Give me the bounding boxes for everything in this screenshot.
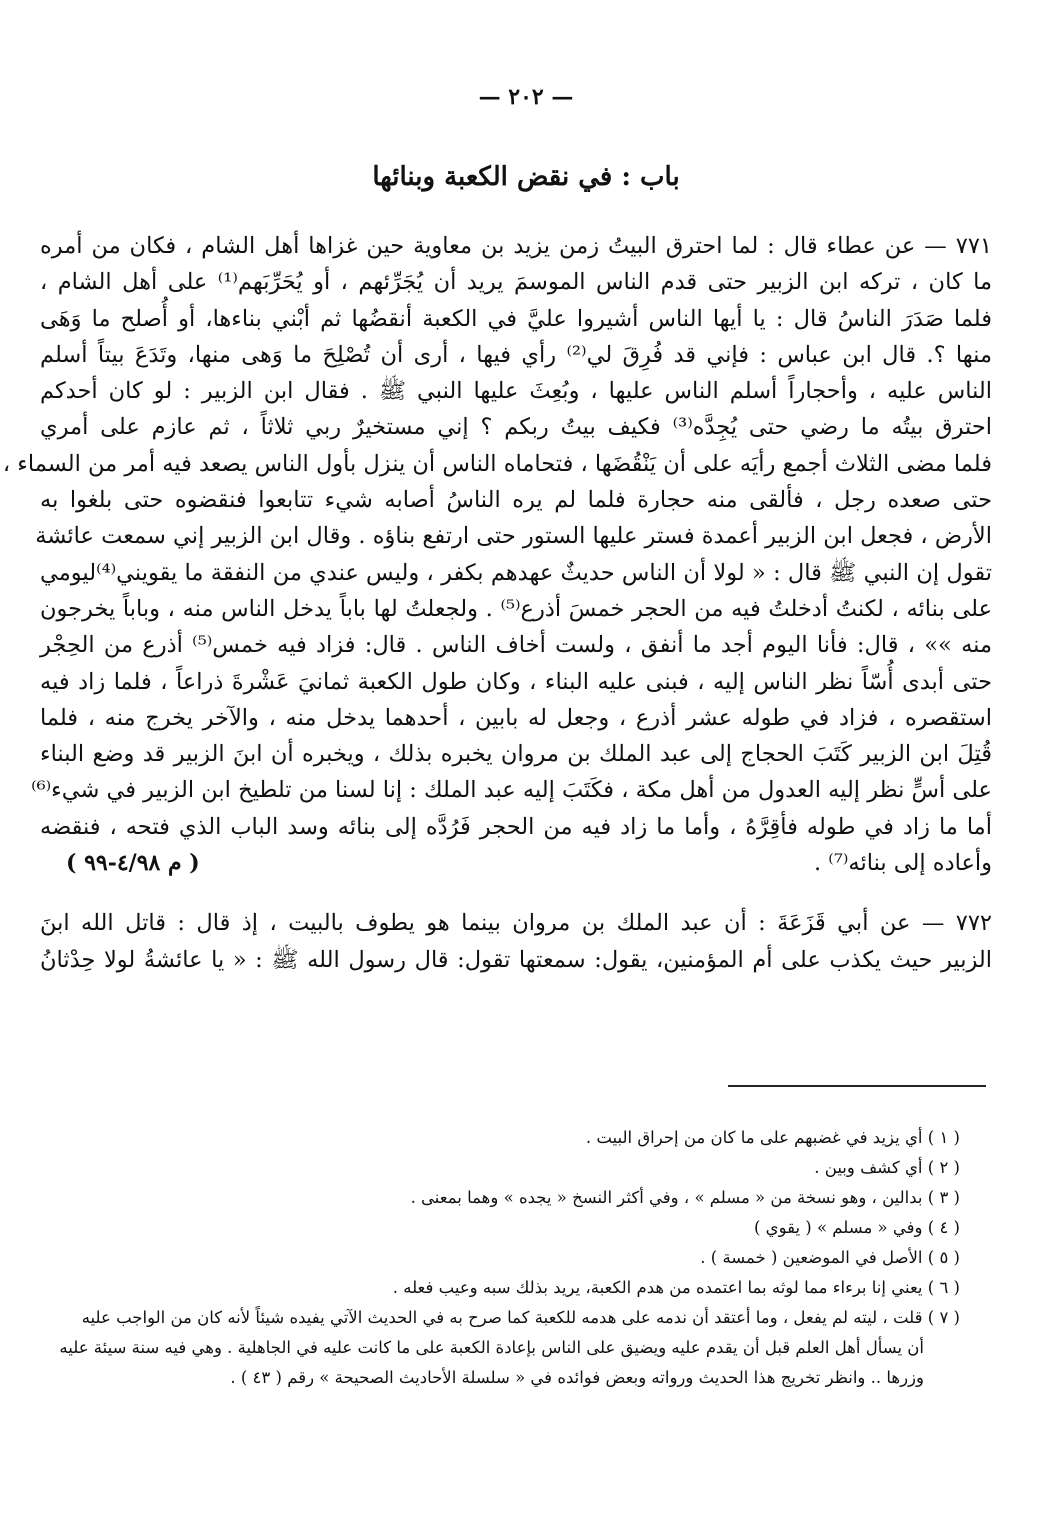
footnote: ( ٢ ) أي كشف وبين . <box>814 1158 960 1177</box>
hadith-771-line: احترق بيتُه ما رضي حتى يُجِدَّه⁽³⁾ فكيف بيتُ ربكم ؟ إني مستخيرٌ ربي ثلاثاً ، ثم عازم على أمري <box>40 414 992 441</box>
hadith-771-line: الأرض ، فجعل ابن الزبير أعمدة فستر عليها الستور حتى ارتفع بناؤه . وقال ابن الزبير إني سمعت عائشة <box>35 523 992 550</box>
hadith-771-line: ٧٧١ — عن عطاء قال : لما احترق البيتُ زمن يزيد بن معاوية حين غزاها أهل الشام ، فكان من أمره <box>40 233 992 259</box>
hadith-771-line: فلما صَدَرَ الناسُ قال : يا أيها الناس أشيروا عليَّ في الكعبة أنقضُها ثم أبْني بناءها، أو أُصلح ما وَهَى <box>40 305 992 332</box>
footnote: ( ٥ ) الأصل في الموضعين ( خمسة ) . <box>700 1248 960 1267</box>
hadith-771-line: أما ما زاد في طوله فأقِرَّهُ ، وأما ما زاد فيه من الحجر فَرُدَّه إلى بنائه وسد الباب الذي فتحه ، فنقضه <box>40 813 992 840</box>
hadith-771-line: منها ؟. قال ابن عباس : فإني قد فُرِقَ لي⁽²⁾ رأي فيها ، أرى أن تُصْلِحَ ما وَهى منها، وتَدَعَ بيتاً أسلم <box>40 341 992 368</box>
hadith-771-line: وأعاده إلى بنائه⁽⁷⁾ . <box>813 850 992 877</box>
footnote-divider <box>728 1085 986 1087</box>
hadith-771-line: قُتِلَ ابن الزبير كَتَبَ الحجاج إلى عبد الملك بن مروان يخبره بذلك ، ويخبره أن ابنَ الزبير قد وضع البناء <box>40 741 992 768</box>
footnote: ( ٧ ) قلت ، ليته لم يفعل ، وما أعتقد أن ندمه على هدمه للكعبة كما صرح به في الحديث الآتي يفيده شيئاً لأنه كان من الواجب عليه <box>81 1308 960 1327</box>
hadith-771-line: فلما مضى الثلاث أجمع رأيَه على أن يَنْقُضَها ، فتحاماه الناس أن ينزل بأول الناس يصعد فيه أمر من السماء ، <box>2 450 992 477</box>
hadith-body <box>2 228 992 978</box>
chapter-title: باب : في نقض الكعبة وبنائها <box>372 162 680 192</box>
footnote-continuation: وزرها .. وانظر تخريج هذا الحديث ورواته وبعض فوائده في « سلسلة الأحاديث الصحيحة » رقم ( ٤٣ ) . <box>230 1368 924 1387</box>
hadith-772-line: ٧٧٢ — عن أبي قَزَعَةَ : أن عبد الملك بن مروان بينما هو يطوف بالبيت ، إذ قال : قاتل الله ابنَ <box>40 910 992 937</box>
footnote: ( ٦ ) يعني إنا برءاء مما لوثه بما اعتمده من هدم الكعبة، يريد بذلك سبه وعيب فعله . <box>392 1278 960 1297</box>
hadith-771-line: الناس عليه ، وأحجاراً أسلم الناس عليها ، وبُعِثَ عليها النبي ﷺ . فقال ابن الزبير : لو كان أحدكم <box>40 378 992 405</box>
footnote: ( ٤ ) وفي « مسلم » ( يقوي ) <box>753 1218 960 1237</box>
hadith-772-line: الزبير حيث يكذب على أم المؤمنين، يقول: سمعتها تقول: قال رسول الله ﷺ : « يا عائشةُ لولا حِدْثانُ <box>40 946 992 973</box>
hadith-771-line: على أسٍّ نظر إليه العدول من أهل مكة ، فكَتَبَ إليه عبد الملك : إنا لسنا من تلطيخ ابن الزبير في شيء⁽⁶⁾ <box>31 777 992 804</box>
hadith-771-line: منه »» ، قال: فأنا اليوم أجد ما أنفق ، ولست أخاف الناس . قال: فزاد فيه خمس⁽⁵⁾ أذرع من الحِجْر <box>40 632 992 659</box>
hadith-771-last-line <box>40 845 992 881</box>
footnote-continuation: أن يسأل أهل العلم قبل أن يقدم عليه ويضيق على الناس بإعادة الكعبة على ما كانت عليه في الجاهلية . وهي فيه سنة سيئة عليه <box>59 1338 924 1357</box>
hadith-771-line: ما كان ، تركه ابن الزبير حتى قدم الناس الموسمَ يريد أن يُجَرِّئهم ، أو يُحَرِّبَهم⁽¹⁾ على أهل الشام ، <box>40 269 992 296</box>
hadith-771-line: حتى أبدى أُسّاً نظر الناس إليه ، فبنى عليه البناء ، وكان طول الكعبة ثمانيَ عَشْرةَ ذراعاً ، فلما زاد فيه <box>40 668 992 695</box>
hadith-771-line: استقصره ، فزاد في طوله عشر أذرع ، وجعل له بابين ، أحدهما يدخل منه ، والآخر يخرج منه ، فلما <box>40 704 992 731</box>
footnote: ( ٣ ) بدالين ، وهو نسخة من « مسلم » ، وفي أكثر النسخ « يجده » وهما بمعنى . <box>410 1188 960 1207</box>
footnotes <box>60 1123 960 1393</box>
hadith-771-line: تقول إن النبي ﷺ قال : « لولا أن الناس حديثٌ عهدهم بكفر ، وليس عندي من النفقة ما يقويني⁽⁴⁾ليومي <box>40 559 992 586</box>
hadith-771-line: حتى صعده رجل ، فألقى منه حجارة فلما لم يره الناسُ أصابه شيء تتابعوا فنقضوه حتى بلغوا به <box>40 487 992 514</box>
footnote: ( ١ ) أي يزيد في غضبهم على ما كان من إحراق البيت . <box>585 1128 960 1147</box>
page-number: — ٢٠٢ — <box>478 84 574 110</box>
hadith-771-reference: ( م ٤/٩٨-٩٩ ) <box>66 850 200 877</box>
hadith-771-line: على بنائه ، لكنتُ أدخلتُ فيه من الحجر خمسَ أذرع⁽⁵⁾ . ولجعلتُ لها باباً يدخل الناس منه ، وباباً يخرجون <box>40 595 992 622</box>
